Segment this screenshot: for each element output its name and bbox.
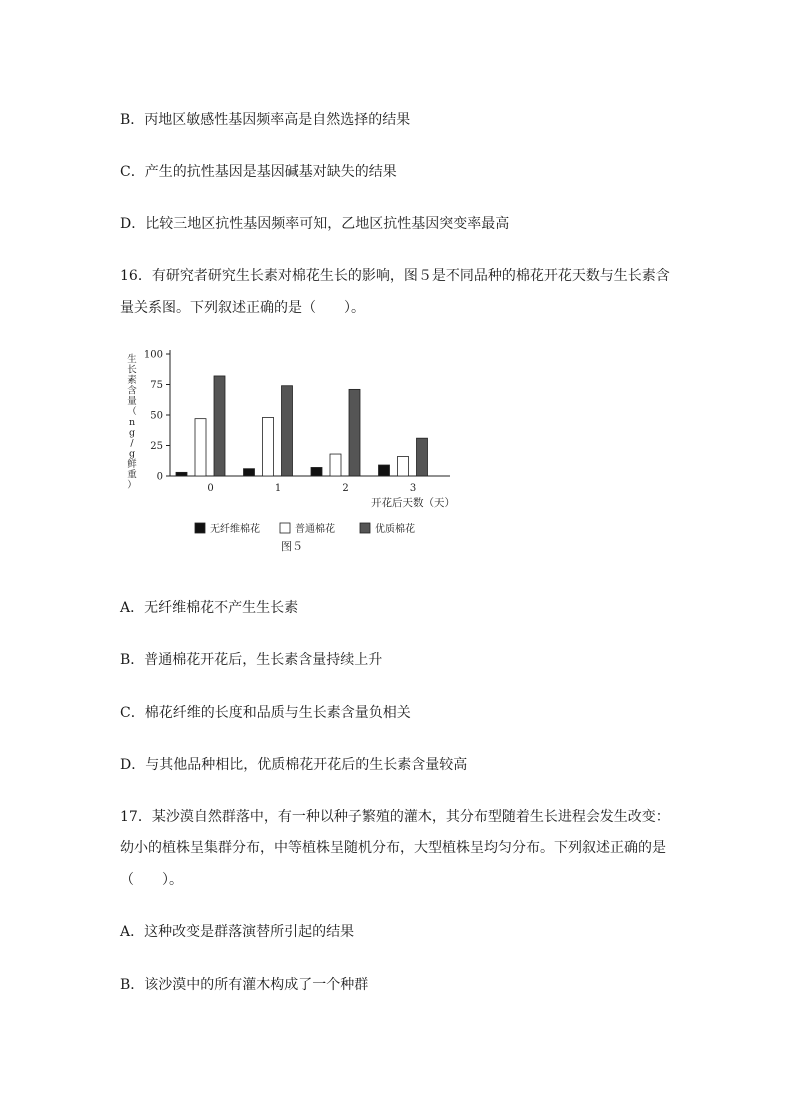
chart-bars: [176, 376, 428, 476]
y-axis-label: [127, 353, 137, 491]
bar-普通棉花-2: [330, 454, 341, 476]
y-tick-label: 100: [143, 349, 163, 361]
q15-option-c: C．产生的抗性基因是基因碱基对缺失的结果: [120, 164, 397, 180]
y-axis-label-char: 含: [127, 385, 137, 397]
q15-option-d: D．比较三地区抗性基因频率可知，乙地区抗性基因突变率最高: [120, 216, 510, 232]
figure-5-chart: [120, 340, 460, 555]
q17-stem-line2: 幼小的植株呈集群分布，中等植株呈随机分布，大型植株呈均匀分布。下列叙述正确的是: [120, 840, 666, 856]
q16-option-a: A．无纤维棉花不产生生长素: [120, 600, 299, 616]
bar-无纤维棉花-0: [176, 472, 187, 476]
legend-label: 优质棉花: [375, 524, 415, 535]
q16-option-c: C．棉花纤维的长度和品质与生长素含量负相关: [120, 705, 411, 721]
y-axis-label-char: 生: [127, 354, 137, 365]
x-tick-label: 1: [274, 483, 282, 494]
x-tick-label: 2: [342, 483, 349, 494]
y-axis-label-char: 鲜: [127, 459, 137, 470]
y-axis-label-char: /: [130, 438, 134, 449]
q15-option-b: B．丙地区敏感性基因频率高是自然选择的结果: [120, 112, 411, 128]
y-axis-label-char: （: [127, 406, 137, 418]
q17-stem-line3: （ ）。: [120, 872, 183, 888]
bar-无纤维棉花-1: [244, 469, 255, 476]
x-tick-label: 3: [409, 483, 417, 494]
x-axis-label: 开花后天数（天）: [371, 497, 455, 509]
q16-stem-line2: 量关系图。下列叙述正确的是（ ）。: [120, 300, 365, 316]
legend-swatch: [280, 523, 290, 533]
chart-legend: [195, 522, 415, 535]
q16-stem-line1: 16．有研究者研究生长素对棉花生长的影响，图５是不同品种的棉花开花天数与生长素含: [120, 268, 670, 284]
bar-普通棉花-0: [195, 419, 206, 476]
legend-swatch: [360, 523, 370, 533]
y-axis-label-char: 重: [127, 469, 137, 481]
q17-option-b: B．该沙漠中的所有灌木构成了一个种群: [120, 977, 369, 993]
bar-优质棉花-0: [214, 376, 225, 476]
chart-svg: [120, 340, 460, 555]
q16-option-b: B．普通棉花开花后，生长素含量持续上升: [120, 652, 383, 668]
y-axis-label-char: ）: [127, 480, 137, 491]
bar-无纤维棉花-2: [311, 467, 322, 476]
y-axis-label-char: 素: [127, 375, 137, 386]
y-axis-label-char: g: [128, 448, 136, 460]
bar-优质棉花-1: [282, 386, 293, 476]
y-axis-label-char: 量: [127, 396, 137, 407]
bar-无纤维棉花-3: [379, 465, 390, 476]
q17-stem-line1: 17．某沙漠自然群落中，有一种以种子繁殖的灌木，其分布型随着生长进程会发生改变：: [120, 809, 670, 825]
y-tick-label: 0: [156, 471, 163, 483]
y-tick-label: 25: [150, 441, 163, 452]
x-tick-label: 0: [207, 483, 214, 494]
y-axis-label-char: 长: [127, 364, 137, 376]
y-tick-label: 75: [150, 380, 163, 391]
y-tick-label: 50: [150, 410, 163, 422]
q16-option-d: D．与其他品种相比，优质棉花开花后的生长素含量较高: [120, 757, 468, 773]
figure-caption: 图５: [281, 540, 303, 553]
bar-普通棉花-3: [398, 456, 409, 476]
legend-swatch: [195, 523, 205, 533]
bar-优质棉花-2: [349, 389, 360, 476]
bar-优质棉花-3: [417, 438, 428, 476]
bar-普通棉花-1: [263, 417, 274, 476]
y-axis-label-char: g: [128, 427, 136, 439]
q17-option-a: A．这种改变是群落演替所引起的结果: [120, 924, 355, 940]
legend-label: 无纤维棉花: [210, 524, 260, 535]
legend-label: 普通棉花: [295, 524, 335, 535]
y-axis-label-char: n: [128, 417, 136, 428]
